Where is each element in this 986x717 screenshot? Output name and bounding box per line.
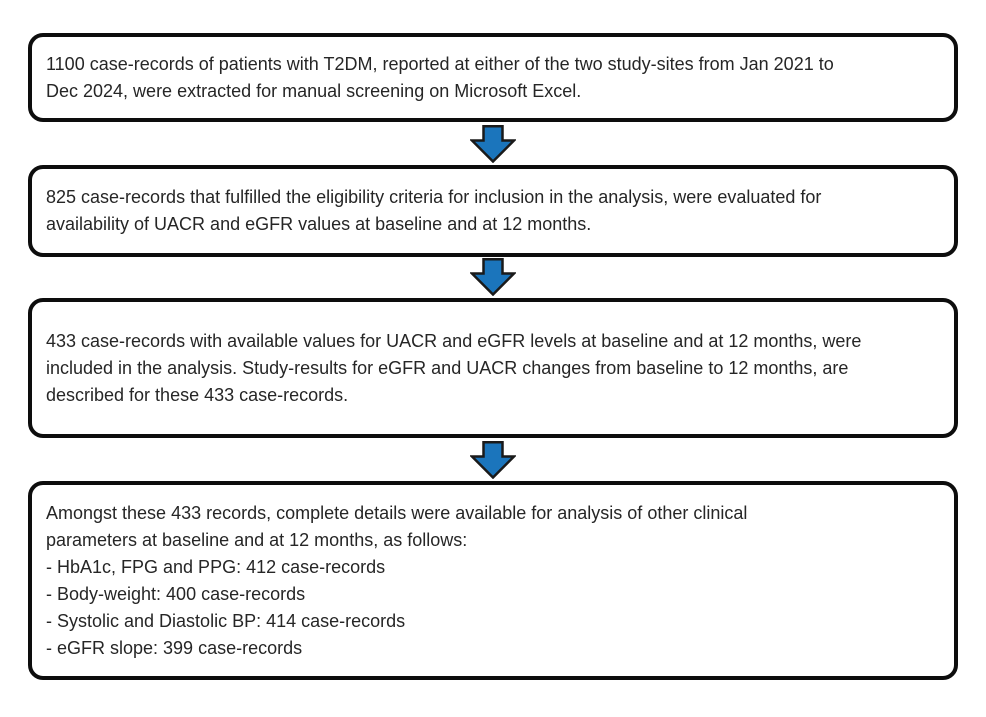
- flowchart-box-eligibility: [28, 165, 958, 257]
- flowchart-box-included: [28, 298, 958, 438]
- box-text-line: 1100 case-records of patients with T2DM, reported at either of the two study-sites from Jan 2021 to: [46, 53, 834, 74]
- down-arrow-icon: [470, 258, 516, 296]
- box-text-line: 825 case-records that fulfilled the eligibility criteria for inclusion in the analysis, were evaluated for: [46, 187, 822, 207]
- down-arrow-icon: [470, 441, 516, 479]
- box-text-line: included in the analysis. Study-results for eGFR and UACR changes from baseline to 12 months, are: [46, 357, 849, 378]
- box-text-line: described for these 433 case-records.: [46, 384, 349, 405]
- down-arrow-icon: [470, 125, 516, 163]
- box-text-line: Amongst these 433 records, complete details were available for analysis of other clinical: [46, 502, 748, 523]
- box-text-line: 433 case-records with available values for UACR and eGFR levels at baseline and at 12 months, were: [46, 330, 862, 351]
- box-text-line: parameters at baseline and at 12 months, as follows:: [46, 529, 468, 550]
- box-text-line: availability of UACR and eGFR values at baseline and at 12 months.: [46, 214, 592, 234]
- box-text-line: - Systolic and Diastolic BP: 414 case-records: [46, 610, 406, 631]
- flowchart-box-extraction: [28, 33, 958, 122]
- box-text-line: - Body-weight: 400 case-records: [46, 583, 306, 604]
- box-text-line: - HbA1c, FPG and PPG: 412 case-records: [46, 556, 386, 577]
- box-text-line: - eGFR slope: 399 case-records: [46, 637, 303, 658]
- flowchart-box-clinical-parameters: [28, 481, 958, 680]
- box-text-line: Dec 2024, were extracted for manual screening on Microsoft Excel.: [46, 80, 582, 101]
